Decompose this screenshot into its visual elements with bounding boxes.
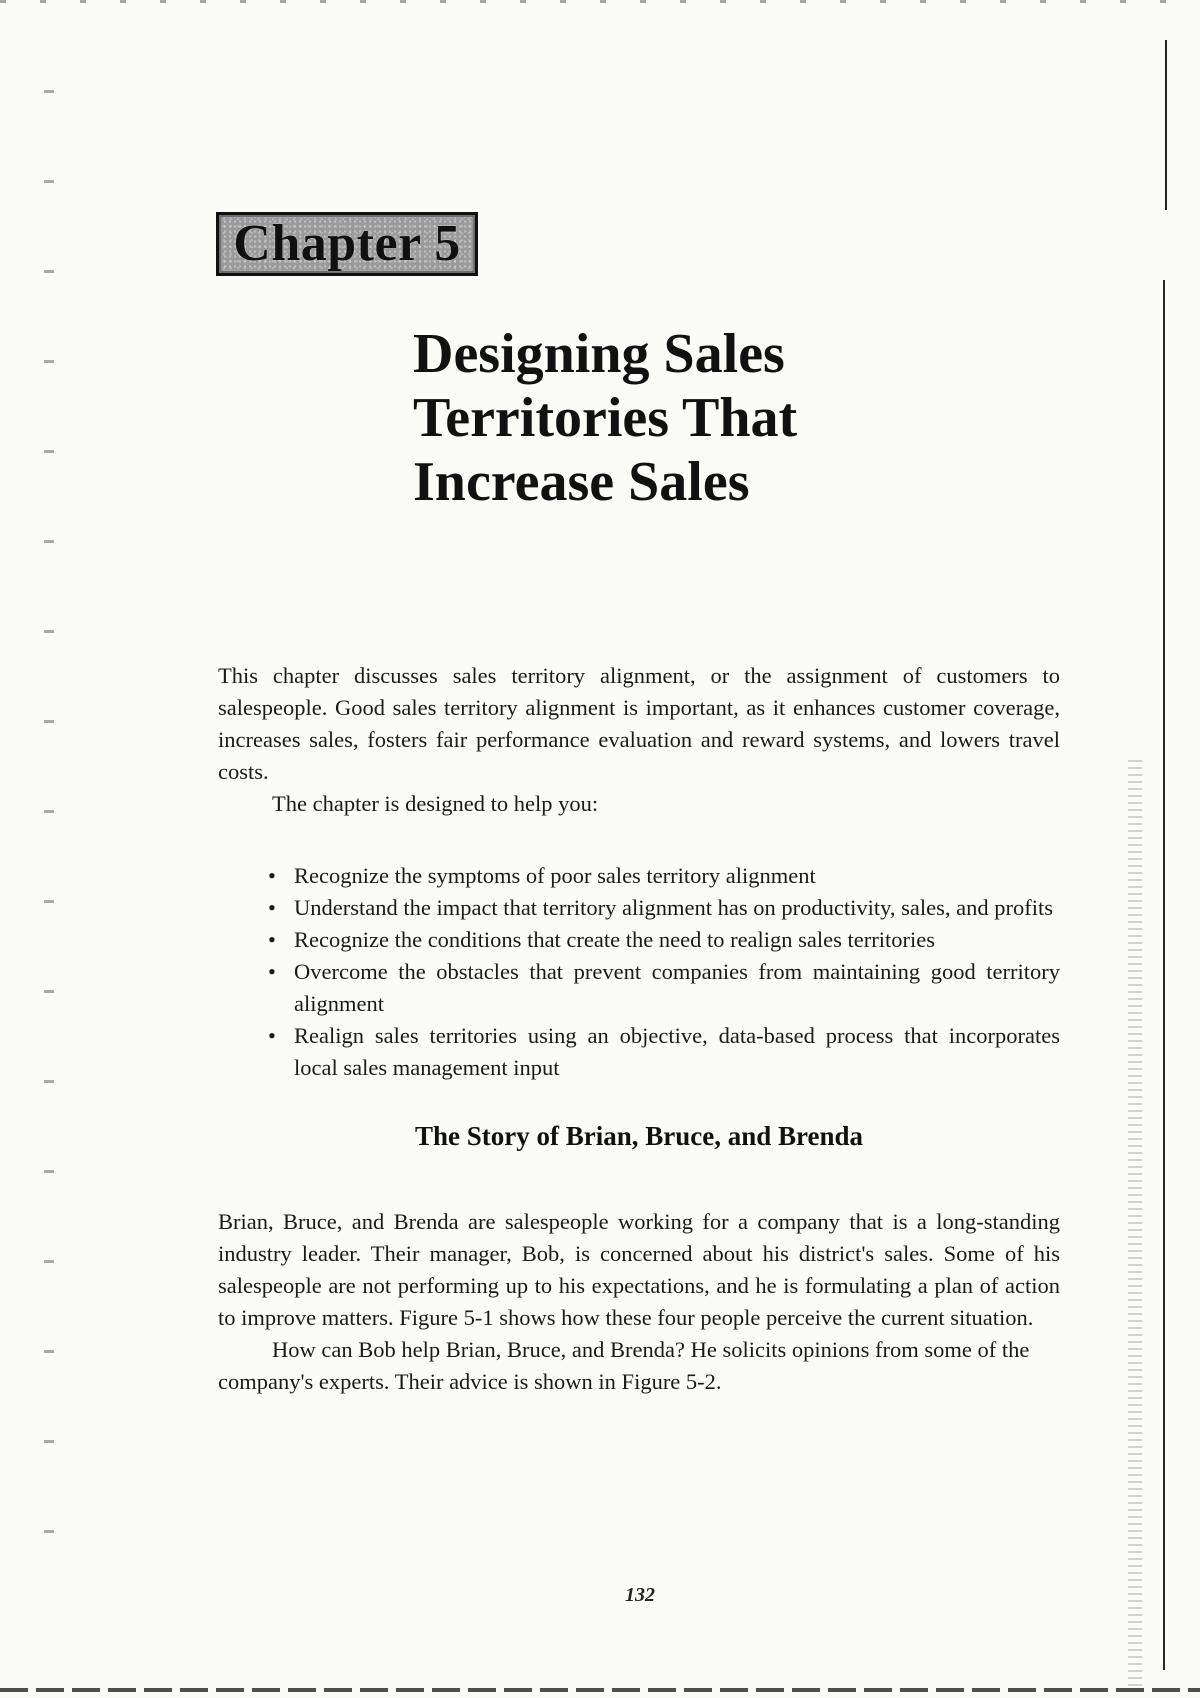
chapter-badge (216, 212, 478, 276)
scan-artifact-top (0, 0, 1200, 3)
list-item: • Understand the impact that territory alignment has on productivity, sales, and profits (268, 892, 1060, 924)
chapter-title (413, 322, 1113, 514)
scan-artifact-bottom (0, 1688, 1200, 1692)
objectives-list (268, 860, 1060, 1084)
scan-artifact-right-line-lower (1163, 280, 1165, 1670)
list-item: • Overcome the obstacles that prevent companies from maintaining good territory alignment (268, 956, 1060, 1020)
story-section (218, 1206, 1060, 1398)
list-item: • Recognize the symptoms of poor sales territory alignment (268, 860, 1060, 892)
section-heading: The Story of Brian, Bruce, and Brenda (414, 1121, 864, 1151)
story-paragraph-1: Brian, Bruce, and Brenda are salespeople working for a company that is a long-standing industry leader. Their manager, Bob, is concerned about his district's sales. Some of his salespeople are not performing up to his expectations, and he is formulating a plan of action to improve matters. Figure 5-1 shows how these four people perceive the current situation. (218, 1209, 1060, 1330)
scan-artifact-right-line (1165, 40, 1167, 210)
chapter-title-line-2: Territories That (413, 387, 798, 449)
chapter-label: Chapter 5 (233, 215, 461, 272)
intro-section (218, 660, 1060, 820)
intro-paragraph: This chapter discusses sales territory alignment, or the assignment of customers to salespeople. Good sales territory alignment is important, as it enhances customer coverage, increases sales, fosters fair performance evaluation and reward systems, and lowers travel costs. (218, 663, 1060, 784)
scan-artifact-left (44, 90, 54, 1610)
intro-lead-in: The chapter is designed to help you: (272, 791, 599, 816)
story-paragraph-2: How can Bob help Brian, Bruce, and Brenda? He solicits opinions from some of the company's experts. Their advice is shown in Figure 5-2. (218, 1337, 1030, 1394)
page-number: 132 (625, 1584, 655, 1606)
chapter-title-line-1: Designing Sales (413, 323, 785, 385)
list-item: • Realign sales territories using an objective, data-based process that incorporates local sales management input (268, 1020, 1060, 1084)
chapter-title-line-3: Increase Sales (413, 451, 750, 513)
scan-artifact-right-noise (1128, 760, 1142, 1690)
list-item: • Recognize the conditions that create the need to realign sales territories (268, 924, 1060, 956)
